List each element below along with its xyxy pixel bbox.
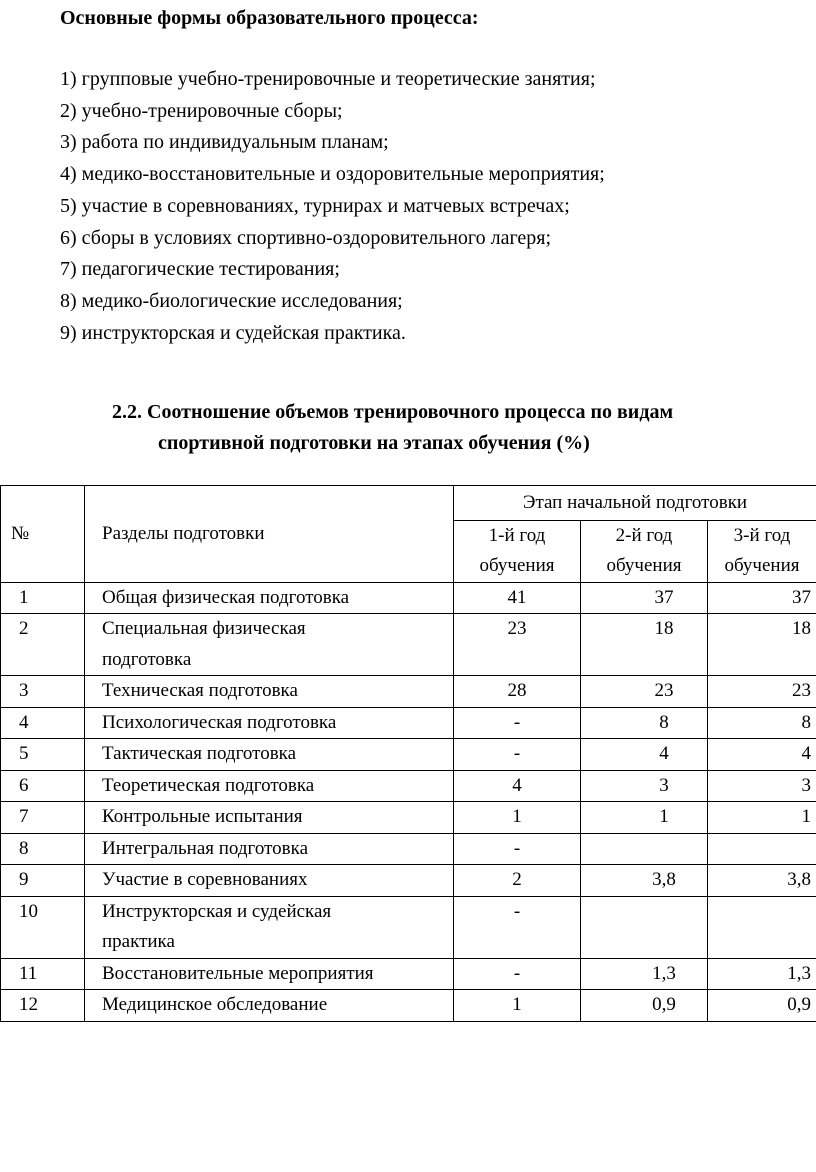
value-year-3 [708, 896, 816, 958]
value-year-2: 3,8 [581, 865, 708, 897]
value-year-2: 8 [581, 707, 708, 739]
row-number: 2 [1, 614, 85, 676]
row-number: 5 [1, 739, 85, 771]
column-header-year-3 [708, 520, 816, 582]
value-year-1: - [454, 896, 581, 958]
row-number: 9 [1, 865, 85, 897]
list-item: 8) медико-биологические исследования; [60, 289, 403, 312]
row-number: 1 [1, 582, 85, 614]
value-year-3: 37 [708, 582, 816, 614]
forms-list [60, 64, 605, 349]
row-section: Психологическая подготовка [85, 707, 454, 739]
column-header-stage: Этап начальной подготовки [454, 486, 816, 521]
year-2-line1: 2-й год [615, 524, 673, 546]
list-item: 4) медико-восстановительные и оздоровительные мероприятия; [60, 163, 605, 186]
value-year-2: 4 [581, 739, 708, 771]
value-year-3: 1,3 [708, 958, 816, 990]
value-year-2: 1 [581, 802, 708, 834]
table-row [1, 770, 816, 802]
row-section: Техническая подготовка [85, 676, 454, 708]
table-row [1, 896, 816, 958]
value-year-1: 1 [454, 802, 581, 834]
value-year-1: - [454, 833, 581, 865]
row-section: Контрольные испытания [85, 802, 454, 834]
value-year-2: 3 [581, 770, 708, 802]
row-section: Медицинское обследование [85, 990, 454, 1022]
list-item: 9) инструкторская и судейская практика. [60, 321, 406, 344]
row-section: Инструкторская и судейская практика [85, 896, 454, 958]
row-section: Участие в соревнованиях [85, 865, 454, 897]
value-year-3: 23 [708, 676, 816, 708]
row-number: 7 [1, 802, 85, 834]
column-header-year-2 [581, 520, 708, 582]
list-item: 7) педагогические тестирования; [60, 258, 340, 281]
year-3-line2: обучения [724, 555, 800, 576]
year-1-line2: обучения [479, 555, 555, 576]
value-year-3: 8 [708, 707, 816, 739]
column-header-number: № [1, 486, 85, 583]
value-year-2: 1,3 [581, 958, 708, 990]
table-title [0, 397, 816, 459]
training-ratio-table [0, 485, 816, 1022]
table-row [1, 707, 816, 739]
row-number: 3 [1, 676, 85, 708]
list-item: 5) участие в соревнованиях, турнирах и матчевых встречах; [60, 194, 570, 217]
page-heading: Основные формы образовательного процесса: [60, 7, 479, 29]
value-year-3: 0,9 [708, 990, 816, 1022]
value-year-1: - [454, 707, 581, 739]
list-item: 3) работа по индивидуальным планам; [60, 131, 389, 154]
table-row [1, 802, 816, 834]
value-year-2 [581, 833, 708, 865]
table-row [1, 582, 816, 614]
row-number: 4 [1, 707, 85, 739]
value-year-1: 28 [454, 676, 581, 708]
table-row [1, 958, 816, 990]
table-row [1, 676, 816, 708]
row-number: 8 [1, 833, 85, 865]
column-header-year-1 [454, 520, 581, 582]
table-row [1, 614, 816, 676]
value-year-1: 1 [454, 990, 581, 1022]
value-year-2: 23 [581, 676, 708, 708]
value-year-1: 41 [454, 582, 581, 614]
value-year-3: 18 [708, 614, 816, 676]
value-year-2 [581, 896, 708, 958]
row-section: Тактическая подготовка [85, 739, 454, 771]
row-section: Интегральная подготовка [85, 833, 454, 865]
table-row [1, 865, 816, 897]
value-year-2: 0,9 [581, 990, 708, 1022]
column-header-sections: Разделы подготовки [85, 486, 454, 583]
value-year-3: 3 [708, 770, 816, 802]
value-year-1: - [454, 739, 581, 771]
value-year-3: 1 [708, 802, 816, 834]
value-year-3: 3,8 [708, 865, 816, 897]
row-section: Теоретическая подготовка [85, 770, 454, 802]
row-number: 10 [1, 896, 85, 958]
value-year-2: 37 [581, 582, 708, 614]
table-row [1, 833, 816, 865]
list-item: 2) учебно-тренировочные сборы; [60, 99, 343, 122]
value-year-1: 2 [454, 865, 581, 897]
list-item: 1) групповые учебно-тренировочные и теоретические занятия; [60, 68, 596, 90]
table-row [1, 990, 816, 1022]
year-2-line2: обучения [606, 555, 682, 576]
row-section: Общая физическая подготовка [85, 582, 454, 614]
value-year-1: 23 [454, 614, 581, 676]
row-section: Восстановительные мероприятия [85, 958, 454, 990]
table-row [1, 739, 816, 771]
row-number: 12 [1, 990, 85, 1022]
row-number: 6 [1, 770, 85, 802]
value-year-3 [708, 833, 816, 865]
value-year-1: - [454, 958, 581, 990]
table-title-line2: спортивной подготовки на этапах обучения (%) [158, 432, 590, 454]
value-year-3: 4 [708, 739, 816, 771]
table-title-line1: 2.2. Соотношение объемов тренировочного процесса по видам [112, 401, 674, 423]
year-3-line1: 3-й год [733, 524, 791, 546]
value-year-1: 4 [454, 770, 581, 802]
row-number: 11 [1, 958, 85, 990]
row-section: Специальная физическая подготовка [85, 614, 454, 676]
year-1-line1: 1-й год [488, 524, 546, 546]
value-year-2: 18 [581, 614, 708, 676]
table-header-row [1, 486, 816, 521]
list-item: 6) сборы в условиях спортивно-оздоровительного лагеря; [60, 226, 552, 249]
